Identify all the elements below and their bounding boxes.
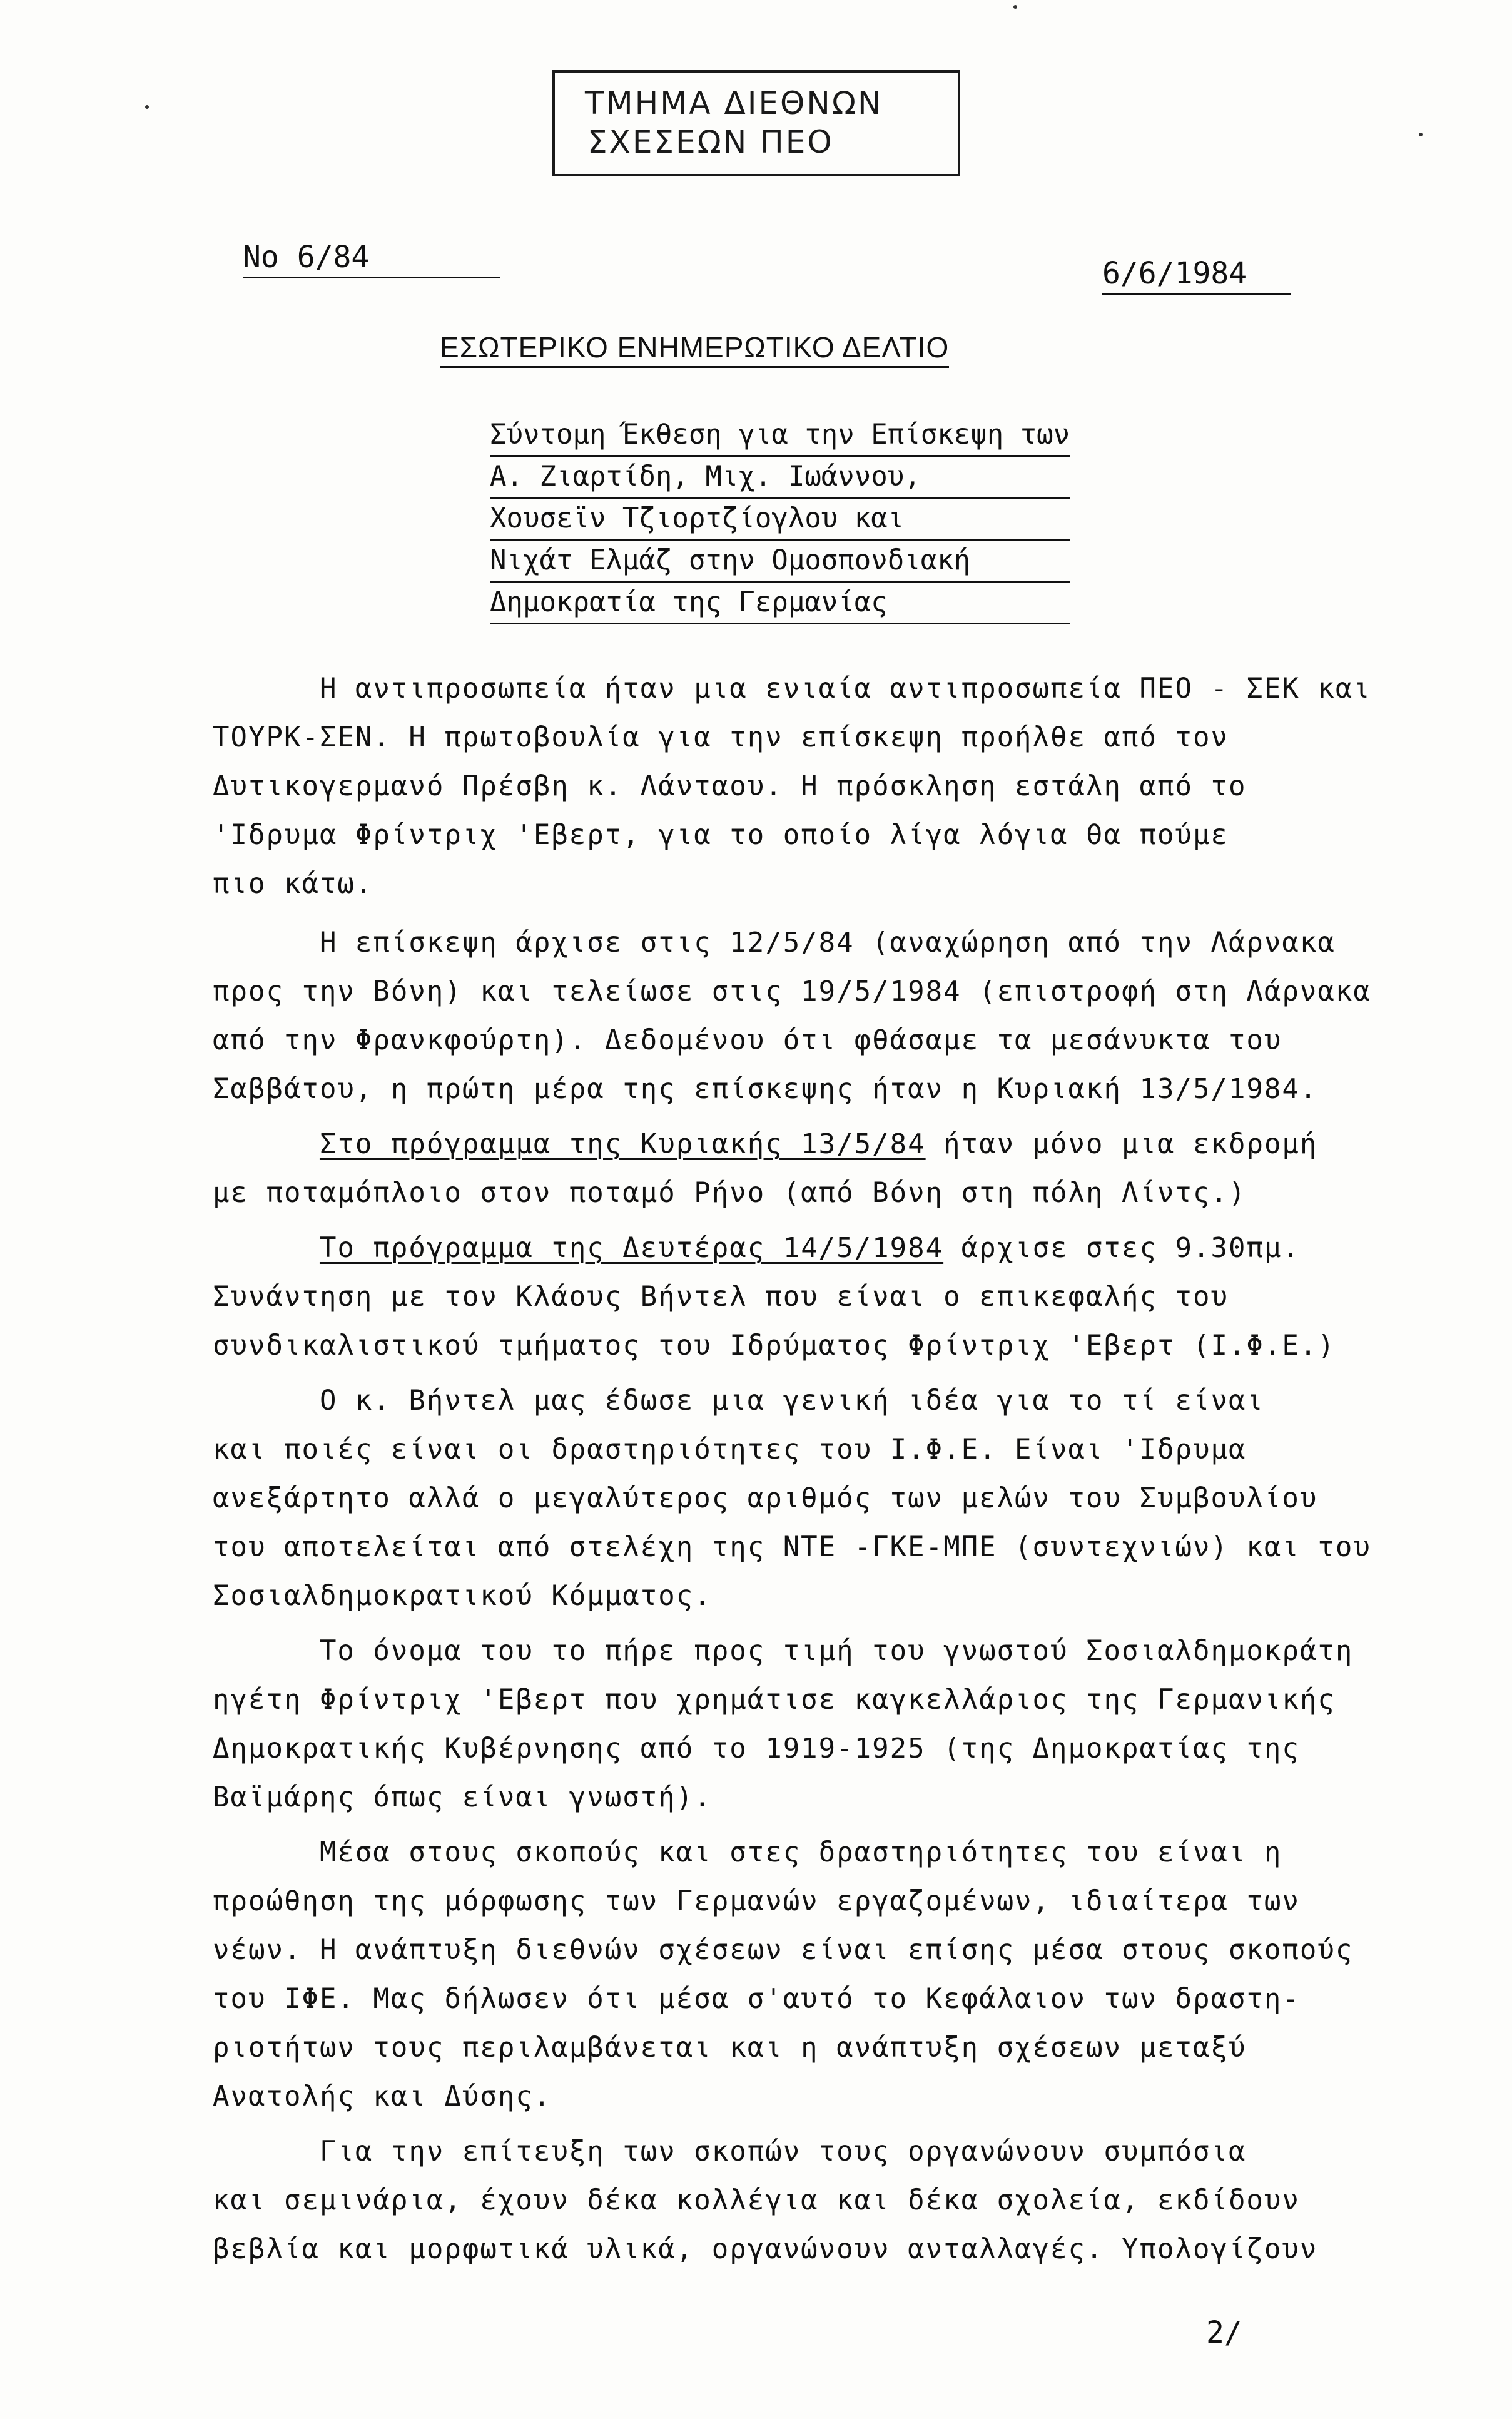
text-line: Δυτικογερμανό Πρέσβη κ. Λάνταου. Η πρόσκληση εστάλη από το bbox=[213, 770, 1247, 802]
text-line: Για την επίτευξη των σκοπών τους οργανώνουν συμπόσια bbox=[213, 2136, 1247, 2167]
body-text bbox=[213, 665, 1470, 2274]
text-line: ηγέτη Φρίντριχ 'Εβερτ που χρημάτισε καγκελλάριος της Γερμανικής bbox=[213, 1684, 1336, 1716]
text-line: του ΙΦΕ. Μας δήλωσεν ότι μέσα σ'αυτό το Κεφάλαιον των δραστη- bbox=[213, 1983, 1300, 2015]
text-fragment: άρχισε στες 9.30πμ. bbox=[943, 1232, 1300, 1264]
text-line: 'Ιδρυμα Φρίντριχ 'Εβερτ, για το οποίο λίγα λόγια θα πούμε bbox=[213, 819, 1229, 851]
paragraph bbox=[213, 1377, 1470, 1621]
text-line: προς την Βόνη) και τελείωσε στις 19/5/1984 (επιστροφή στη Λάρνακα bbox=[213, 975, 1371, 1007]
stamp-line-1: ΤΜΗΜΑ ΔΙΕΘΝΩΝ bbox=[585, 85, 883, 121]
text-line: Η επίσκεψη άρχισε στις 12/5/84 (αναχώρηση από την Λάρνακα bbox=[213, 927, 1336, 959]
text-line: Ο κ. Βήντελ μας έδωσε μια γενική ιδέα για το τί είναι bbox=[213, 1385, 1264, 1417]
text-line: με ποταμόπλοιο στον ποταμό Ρήνο (από Βόνη στη πόλη Λίντς.) bbox=[213, 1177, 1247, 1209]
paragraph bbox=[213, 1224, 1470, 1370]
subject-line: Σύντομη Έκθεση για την Επίσκεψη των bbox=[490, 415, 1070, 457]
underlined-phrase: Το πρόγραμμα της Δευτέρας 14/5/1984 bbox=[319, 1232, 944, 1264]
text-line: νέων. Η ανάπτυξη διεθνών σχέσεων είναι επίσης μέσα στους σκοπούς bbox=[213, 1934, 1354, 1966]
scan-speck bbox=[145, 105, 149, 109]
text-line: Ανατολής και Δύσης. bbox=[213, 2080, 552, 2112]
scan-speck bbox=[1013, 5, 1017, 9]
text-line bbox=[213, 1224, 1470, 1273]
text-line: Συνάντηση με τον Κλάους Βήντελ που είναι ο επικεφαλής του bbox=[213, 1281, 1229, 1313]
text-line: συνδικαλιστικού τμήματος του Ιδρύματος Φρίντριχ 'Εβερτ (Ι.Φ.Ε.) bbox=[213, 1330, 1336, 1362]
text-line: Σοσιαλδημοκρατικού Κόμματος. bbox=[213, 1580, 712, 1612]
subject-line: Α. Ζιαρτίδη, Μιχ. Ιωάννου, bbox=[490, 457, 1070, 499]
document-heading: ΕΣΩΤΕΡΙΚΟ ΕΝΗΜΕΡΩΤΙΚΟ ΔΕΛΤΙΟ bbox=[440, 328, 949, 368]
text-line: Μέσα στους σκοπούς και στες δραστηριότητες του είναι η bbox=[213, 1836, 1282, 1868]
text-line: προώθηση της μόρφωσης των Γερμανών εργαζομένων, ιδιαίτερα των bbox=[213, 1885, 1300, 1917]
paragraph bbox=[213, 665, 1470, 909]
underlined-phrase: Στο πρόγραμμα της Κυριακής 13/5/84 bbox=[319, 1128, 926, 1160]
text-line: από την Φρανκφούρτη). Δεδομένου ότι φθάσαμε τα μεσάνυκτα του bbox=[213, 1024, 1282, 1056]
text-line: ΤΟΥΡΚ-ΣΕΝ. Η πρωτοβουλία για την επίσκεψη προήλθε από τον bbox=[213, 721, 1229, 753]
text-fragment: ήταν μόνο μια εκδρομή bbox=[925, 1128, 1318, 1160]
text-line: Βαϊμάρης όπως είναι γνωστή). bbox=[213, 1781, 712, 1813]
department-stamp bbox=[552, 70, 960, 176]
scan-speck bbox=[1419, 133, 1423, 136]
text-line: ανεξάρτητο αλλά ο μεγαλύτερος αριθμός των μελών του Συμβουλίου bbox=[213, 1482, 1318, 1514]
text-line: Το όνομα του το πήρε προς τιμή του γνωστού Σοσιαλδημοκράτη bbox=[213, 1635, 1354, 1667]
paragraph bbox=[213, 2127, 1470, 2274]
subject-block bbox=[490, 415, 1070, 624]
paragraph bbox=[213, 1627, 1470, 1822]
text-line: Δημοκρατικής Κυβέρνησης από το 1919-1925 (της Δημοκρατίας της bbox=[213, 1733, 1300, 1765]
text-line: πιο κάτω. bbox=[213, 868, 373, 900]
paragraph bbox=[213, 919, 1470, 1114]
text-line: και ποιές είναι οι δραστηριότητες του Ι.Φ.Ε. Είναι 'Ιδρυμα bbox=[213, 1434, 1247, 1465]
text-line: ριοτήτων τους περιλαμβάνεται και η ανάπτυξη σχέσεων μεταξύ bbox=[213, 2032, 1247, 2064]
text-line: και σεμινάρια, έχουν δέκα κολλέγια και δέκα σχολεία, εκδίδουν bbox=[213, 2184, 1300, 2216]
subject-line: Νιχάτ Ελμάζ στην Ομοσπονδιακή bbox=[490, 541, 1070, 583]
document-date: 6/6/1984 bbox=[1102, 254, 1291, 295]
text-line: βεβλία και μορφωτικά υλικά, οργανώνουν ανταλλαγές. Υπολογίζουν bbox=[213, 2233, 1318, 2265]
document-number: No 6/84 bbox=[243, 238, 500, 278]
text-line: Η αντιπροσωπεία ήταν μια ενιαία αντιπροσωπεία ΠΕΟ - ΣΕΚ και bbox=[213, 673, 1371, 705]
subject-line: Χουσεϊν Τζιορτζίογλου και bbox=[490, 499, 1070, 541]
text-line: του αποτελείται από στελέχη της ΝΤΕ -ΓΚΕ-ΜΠΕ (συντεχνιών) και του bbox=[213, 1531, 1371, 1563]
text-line: Σαββάτου, η πρώτη μέρα της επίσκεψης ήταν η Κυριακή 13/5/1984. bbox=[213, 1073, 1318, 1105]
paragraph bbox=[213, 1828, 1470, 2121]
text-line bbox=[213, 1120, 1470, 1169]
page-number: 2/ bbox=[1206, 2315, 1242, 2350]
paragraph bbox=[213, 1120, 1470, 1218]
subject-line: Δημοκρατία της Γερμανίας bbox=[490, 583, 1070, 624]
stamp-line-2: ΣΧΕΣΕΩΝ ΠΕΟ bbox=[587, 124, 834, 160]
